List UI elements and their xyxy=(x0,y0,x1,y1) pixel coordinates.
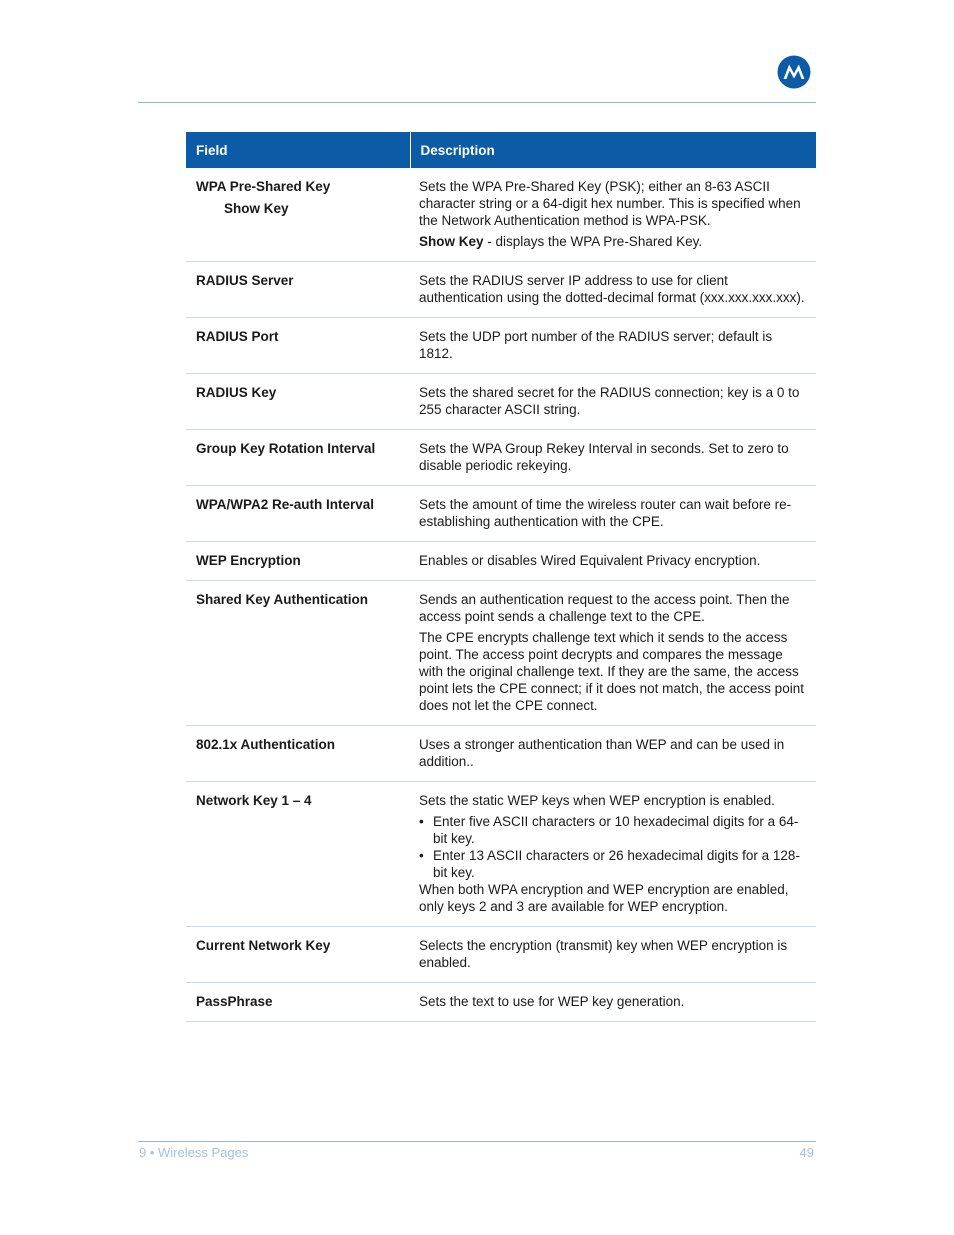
table-row xyxy=(186,318,816,374)
field-description: Sets the RADIUS server IP address to use for client authentication using the dotted-decimal format (xxx.xxx.xxx.xxx). xyxy=(410,262,816,318)
header-rule xyxy=(138,102,816,103)
table-row xyxy=(186,168,816,262)
motorola-logo-icon xyxy=(777,55,811,89)
bullet-item: • Enter five ASCII characters or 10 hexadecimal digits for a 64-bit key. xyxy=(419,813,808,847)
column-header-field: Field xyxy=(186,132,410,168)
field-description: Sets the text to use for WEP key generation. xyxy=(410,983,816,1022)
field-name: Shared Key Authentication xyxy=(186,581,410,726)
field-description-table xyxy=(186,132,816,1022)
inline-term: Show Key xyxy=(419,234,484,249)
field-description: Uses a stronger authentication than WEP and can be used in addition.. xyxy=(410,726,816,782)
field-name: Group Key Rotation Interval xyxy=(186,430,410,486)
table-row xyxy=(186,581,816,726)
field-name: RADIUS Key xyxy=(186,374,410,430)
field-description: Sets the WPA Pre-Shared Key (PSK); either an 8-63 ASCII character string or a 64-digit hex number. This is specified when the Network Authentication method is WPA-PSK. xyxy=(419,179,801,228)
field-name: Current Network Key xyxy=(186,927,410,983)
table-header-row xyxy=(186,132,816,168)
field-description: Sets the shared secret for the RADIUS connection; key is a 0 to 255 character ASCII string. xyxy=(410,374,816,430)
field-name: 802.1x Authentication xyxy=(186,726,410,782)
page-number: 49 xyxy=(799,1145,814,1160)
footer-section-title: 9 • Wireless Pages xyxy=(139,1145,249,1160)
table-row xyxy=(186,782,816,927)
column-header-description: Description xyxy=(410,132,816,168)
table-row xyxy=(186,430,816,486)
field-description-extra xyxy=(419,233,808,250)
field-description-extra: The CPE encrypts challenge text which it sends to the access point. The access point decrypts and compares the message with the original challenge text. If they are the same, the access point lets the CPE connect; if it does not match, the access point does not let the CPE connect. xyxy=(419,630,804,713)
subfield-name: Show Key xyxy=(224,201,289,216)
table-row xyxy=(186,486,816,542)
table-row xyxy=(186,374,816,430)
field-description-extra: When both WPA encryption and WEP encryption are enabled, only keys 2 and 3 are available for WEP encryption. xyxy=(419,882,789,914)
field-description: Sets the UDP port number of the RADIUS server; default is 1812. xyxy=(410,318,816,374)
bullet-item: • Enter 13 ASCII characters or 26 hexadecimal digits for a 128-bit key. xyxy=(419,847,808,881)
field-description: Selects the encryption (transmit) key when WEP encryption is enabled. xyxy=(410,927,816,983)
table-row xyxy=(186,927,816,983)
field-name: RADIUS Port xyxy=(186,318,410,374)
table-row xyxy=(186,262,816,318)
field-name: WEP Encryption xyxy=(186,542,410,581)
field-description: Enables or disables Wired Equivalent Privacy encryption. xyxy=(410,542,816,581)
table-row xyxy=(186,726,816,782)
field-description: Sends an authentication request to the access point. Then the access point sends a challenge text to the CPE. xyxy=(419,592,790,624)
table-row xyxy=(186,542,816,581)
inline-term-description: - displays the WPA Pre-Shared Key. xyxy=(483,234,703,249)
field-name: WPA/WPA2 Re-auth Interval xyxy=(186,486,410,542)
field-name: RADIUS Server xyxy=(186,262,410,318)
field-description: Sets the amount of time the wireless router can wait before re-establishing authentication with the CPE. xyxy=(410,486,816,542)
field-description: Sets the static WEP keys when WEP encryption is enabled. xyxy=(419,793,775,808)
field-name: Network Key 1 – 4 xyxy=(186,782,410,927)
footer-rule xyxy=(138,1141,816,1142)
field-name: PassPhrase xyxy=(186,983,410,1022)
table-row xyxy=(186,983,816,1022)
field-name: WPA Pre-Shared Key xyxy=(196,179,331,194)
bullet-list xyxy=(419,813,808,881)
field-description: Sets the WPA Group Rekey Interval in seconds. Set to zero to disable periodic rekeying. xyxy=(410,430,816,486)
